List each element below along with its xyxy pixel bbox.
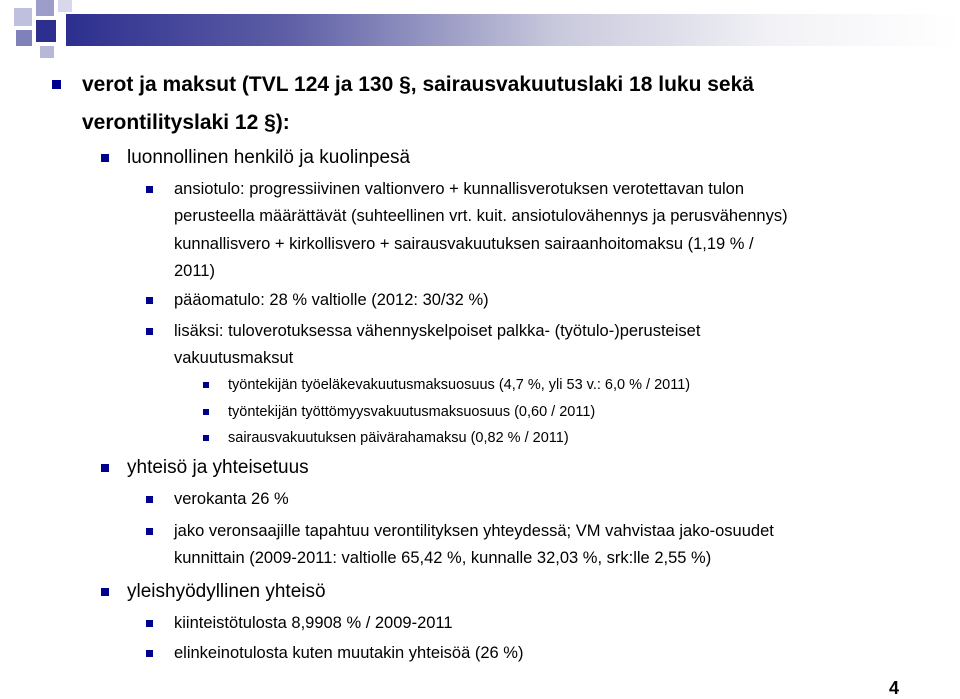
nonprofit-item: kiinteistötulosta 8,9908 % / 2009-2011 [174, 614, 453, 632]
bullet-square [203, 382, 209, 388]
bullet-square [146, 297, 153, 304]
bullet-square [146, 186, 153, 193]
earned-income-line-3: kunnallisvero + kirkollisvero + sairausvakuutuksen sairaanhoitomaksu (1,19 % / [174, 235, 754, 253]
heading-line-1: verot ja maksut (TVL 124 ja 130 §, sairausvakuutuslaki 18 luku sekä [82, 73, 754, 96]
contribution-item: työntekijän työeläkevakuutusmaksuosuus (4,7 %, yli 53 v.: 6,0 % / 2011) [228, 377, 691, 393]
nonprofit-label: yleishyödyllinen yhteisö [127, 581, 326, 602]
bullet-square [52, 80, 61, 89]
deco-square [36, 0, 54, 16]
deco-square [14, 8, 32, 26]
contribution-item: työntekijän työttömyysvakuutusmaksuosuus (0,60 / 2011) [228, 404, 596, 420]
bullet-square [146, 528, 153, 535]
bullet-square [146, 650, 153, 657]
bullet-square [203, 435, 209, 441]
corporation-label: yhteisö ja yhteisetuus [127, 457, 309, 478]
deco-square [36, 20, 56, 42]
bullet-square [146, 496, 153, 503]
bullet-square [203, 409, 209, 415]
bullet-square [146, 328, 153, 335]
capital-income: pääomatulo: 28 % valtiolle (2012: 30/32 %) [174, 291, 489, 309]
header-band [66, 14, 960, 46]
deco-square [58, 0, 72, 12]
page-number: 4 [889, 678, 900, 698]
deco-square [40, 46, 54, 58]
heading-line-2: verontilityslaki 12 §): [82, 111, 290, 134]
earned-income-line-2: perusteella määrättävät (suhteellinen vrt. kuit. ansiotulovähennys ja perusvähennys) [174, 207, 788, 225]
natural-person-label: luonnollinen henkilö ja kuolinpesä [127, 147, 411, 168]
bullet-square [146, 620, 153, 627]
distribution-line-2: kunnittain (2009-2011: valtiolle 65,42 %, kunnalle 32,03 %, srk:lle 2,55 %) [174, 549, 712, 567]
nonprofit-item: elinkeinotulosta kuten muutakin yhteisöä (26 %) [174, 644, 524, 662]
deductible-line-1: lisäksi: tuloverotuksessa vähennyskelpoiset palkka- (työtulo-)perusteiset [174, 322, 701, 340]
bullet-square [101, 588, 109, 596]
contribution-item: sairausvakuutuksen päivärahamaksu (0,82 % / 2011) [228, 430, 569, 446]
corporation-tax-rate: verokanta 26 % [174, 490, 289, 508]
distribution-line-1: jako veronsaajille tapahtuu verontilityksen yhteydessä; VM vahvistaa jako-osuudet [174, 522, 774, 540]
deco-square [16, 30, 32, 46]
bullet-square [101, 154, 109, 162]
bullet-square [101, 464, 109, 472]
earned-income-line-1: ansiotulo: progressiivinen valtionvero + kunnallisverotuksen verotettavan tulon [174, 180, 745, 198]
earned-income-line-4: 2011) [174, 262, 215, 280]
deductible-line-2: vakuutusmaksut [174, 349, 294, 367]
